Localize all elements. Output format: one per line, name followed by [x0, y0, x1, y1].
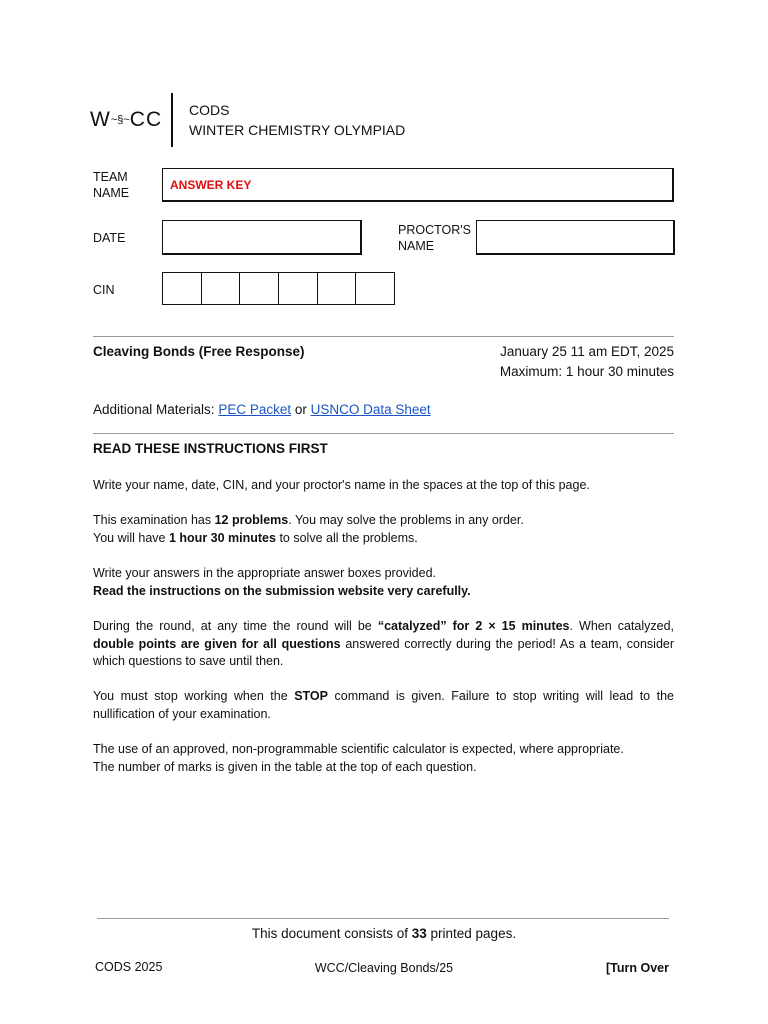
exam-date: January 25 11 am EDT, 2025 [500, 344, 674, 359]
instruction-text: You will have [93, 530, 169, 545]
double-points-note: double points are given for all questions [93, 636, 341, 651]
instruction-paragraph [93, 618, 674, 671]
pec-packet-link[interactable]: PEC Packet [218, 402, 292, 417]
exam-title: Cleaving Bonds (Free Response) [93, 344, 305, 359]
footer-left: CODS 2025 [95, 960, 163, 974]
instruction-text: . You may solve the problems in any order. [288, 513, 524, 527]
team-label-line2: NAME [93, 186, 130, 200]
cin-digit-box[interactable] [356, 273, 394, 304]
instruction-text: This examination has [93, 513, 215, 527]
proctor-name-label [398, 222, 471, 254]
stop-command: STOP [294, 689, 328, 703]
instruction-text: command is given. Failure to stop writing will lead to the nullification of your examination. [93, 689, 675, 721]
cin-field[interactable] [162, 272, 395, 305]
logo-wave-icon: ~§~ [110, 114, 130, 126]
team-name-field[interactable] [162, 168, 674, 202]
instruction-text-bold: Read the instructions on the submission website very carefully. [93, 583, 471, 598]
instruction-text: Write your name, date, CIN, and your proctor's name in the spaces at the top of this page. [93, 478, 590, 492]
divider [93, 433, 674, 434]
logo-letter-w: W [90, 108, 111, 131]
time-limit: 1 hour 30 minutes [168, 530, 276, 545]
instruction-paragraph [93, 565, 674, 600]
instruction-text: During the round, at any time the round will be [93, 619, 378, 633]
footer-center: WCC/Cleaving Bonds/25 [314, 961, 454, 975]
instruction-paragraph [93, 741, 674, 776]
cin-digit-box[interactable] [163, 273, 202, 304]
catalyzed-note: “catalyzed” for 2 × 15 minutes [377, 619, 570, 633]
logo-letters-cc: CC [129, 108, 163, 131]
cin-digit-box[interactable] [202, 273, 241, 304]
materials-label: Additional Materials: [93, 402, 219, 417]
header-org: CODS [189, 102, 230, 118]
cin-label: CIN [93, 283, 115, 297]
problem-count: 12 problems [214, 513, 289, 527]
cin-digit-box[interactable] [279, 273, 318, 304]
divider [93, 336, 674, 337]
page-count-text: This document consists of [251, 926, 412, 941]
instruction-text: You must stop working when the [93, 689, 295, 703]
cin-digit-box[interactable] [318, 273, 357, 304]
instruction-text: The number of marks is given in the table at the top of each question. [93, 759, 477, 774]
exam-duration: Maximum: 1 hour 30 minutes [499, 364, 674, 379]
page-count-text: printed pages. [426, 926, 517, 941]
instruction-paragraph [93, 512, 674, 547]
cin-digit-box[interactable] [240, 273, 279, 304]
date-label: DATE [93, 231, 126, 245]
wcc-logo [90, 108, 162, 132]
header-event: WINTER CHEMISTRY OLYMPIAD [189, 122, 406, 138]
page-count: 33 [411, 926, 427, 941]
materials-or: or [291, 402, 311, 417]
instruction-paragraph [93, 688, 674, 723]
instructions-heading: READ THESE INSTRUCTIONS FIRST [93, 441, 328, 456]
team-name-label [93, 169, 129, 201]
footer-turn-over: [Turn Over [606, 961, 669, 975]
instruction-text: . When catalyzed, [569, 619, 674, 633]
proctor-label-line1: PROCTOR'S [398, 223, 471, 237]
additional-materials [93, 402, 431, 417]
logo-divider [171, 93, 173, 147]
instruction-text: answered correctly during the period! As a team, consider which questions to save until then. [93, 636, 675, 668]
instruction-text: Write your answers in the appropriate answer boxes provided. [93, 566, 436, 580]
instruction-text: to solve all the problems. [275, 530, 418, 545]
instruction-text: The use of an approved, non-programmable scientific calculator is expected, where appropriate. [93, 742, 624, 756]
page-count-note [0, 926, 768, 941]
team-label-line1: TEAM [93, 170, 128, 184]
footer-divider [97, 918, 669, 919]
proctor-label-line2: NAME [398, 239, 435, 253]
date-field[interactable] [162, 220, 362, 255]
instruction-paragraph [93, 477, 674, 495]
usnco-data-sheet-link[interactable]: USNCO Data Sheet [310, 402, 431, 417]
team-name-value: ANSWER KEY [170, 178, 252, 192]
proctor-name-field[interactable] [476, 220, 675, 255]
